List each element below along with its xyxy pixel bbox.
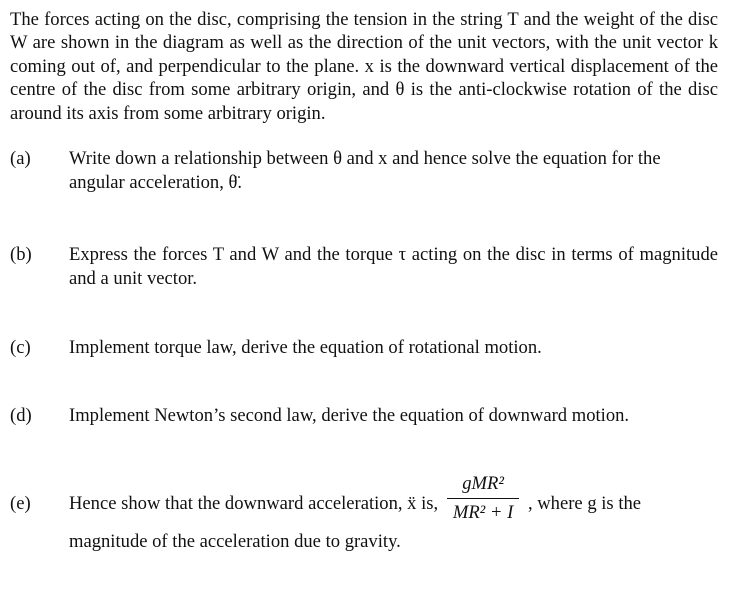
question-label: (a) bbox=[10, 148, 31, 169]
question-text: Write down a relationship between θ and x and hence solve the equation for the angular acceleration, θ̈. bbox=[69, 148, 661, 193]
question-text bbox=[69, 473, 718, 531]
question-e bbox=[10, 473, 718, 578]
fraction-denominator: MR² + I bbox=[452, 502, 514, 523]
question-text: Express the forces T and W and the torque τ acting on the disc in terms of magnitude and a unit vector. bbox=[69, 244, 718, 289]
fraction-numerator: gMR² bbox=[447, 472, 519, 499]
question-label: (d) bbox=[10, 405, 32, 426]
question-label: (e) bbox=[10, 493, 31, 514]
question-e-text-after: , where g is the bbox=[527, 492, 642, 514]
question-text: Implement torque law, derive the equation of rotational motion. bbox=[69, 337, 542, 358]
intro-paragraph: The forces acting on the disc, comprising the tension in the string T and the weight of the disc W are shown in the diagram as well as the direction of the unit vectors, with the unit vector k coming out of, and perpendicular to the plane. x is the downward vertical displacement of the centre of the disc from some arbitrary origin, and θ is the anti-clockwise rotation of the disc around its axis from some arbitrary origin. bbox=[10, 9, 718, 124]
question-e-text-before: Hence show that the downward acceleration, ẍ is, bbox=[69, 492, 439, 514]
question-e-text-line2: magnitude of the acceleration due to gravity. bbox=[69, 531, 401, 552]
question-text: Implement Newton’s second law, derive the equation of downward motion. bbox=[69, 405, 630, 426]
question-label: (b) bbox=[10, 244, 32, 265]
question-label: (c) bbox=[10, 337, 31, 358]
acceleration-fraction bbox=[447, 472, 519, 525]
